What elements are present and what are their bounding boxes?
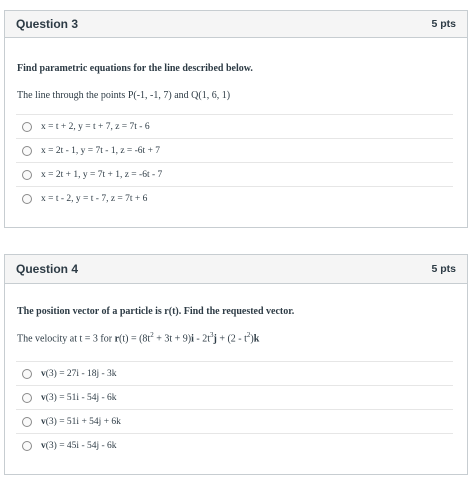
answer-option[interactable] bbox=[16, 186, 453, 210]
radio-button[interactable] bbox=[22, 122, 32, 132]
question-prompt bbox=[17, 331, 455, 344]
question-prompt: The line through the points P(-1, -1, 7) and Q(1, 6, 1) bbox=[17, 90, 231, 101]
vector-v: v bbox=[41, 368, 46, 379]
answer-label bbox=[41, 369, 117, 379]
vector-v: v bbox=[41, 416, 46, 427]
answer-value: (3) = 27i - 18j - 3k bbox=[45, 368, 117, 379]
question-4-body bbox=[5, 306, 467, 457]
vector-v: v bbox=[41, 440, 46, 451]
answer-option[interactable] bbox=[16, 385, 453, 409]
question-4-card bbox=[4, 254, 468, 475]
answer-label: x = 2t + 1, y = 7t + 1, z = -6t - 7 bbox=[41, 169, 163, 180]
answer-label: x = 2t - 1, y = 7t - 1, z = -6t + 7 bbox=[41, 145, 161, 156]
radio-button[interactable] bbox=[22, 417, 32, 427]
answer-option[interactable] bbox=[16, 138, 453, 162]
prompt-prefix: The velocity at t = 3 for bbox=[17, 333, 115, 345]
unit-vector-k: k bbox=[253, 333, 260, 345]
radio-button[interactable] bbox=[22, 369, 32, 379]
exponent: 2 bbox=[246, 331, 251, 339]
answer-value: (3) = 51i - 54j - 6k bbox=[45, 392, 117, 403]
question-instruction: The position vector of a particle is r(t). Find the requested vector. bbox=[17, 306, 295, 317]
vector-v: v bbox=[41, 392, 46, 403]
question-3-card bbox=[4, 10, 468, 228]
radio-button[interactable] bbox=[22, 441, 32, 451]
question-4-header bbox=[5, 255, 467, 284]
question-points: 5 pts bbox=[431, 18, 456, 30]
unit-vector-j: j bbox=[213, 333, 217, 345]
answer-list bbox=[16, 114, 453, 210]
question-3-header bbox=[5, 11, 467, 38]
prompt-part: - 2t bbox=[193, 333, 210, 345]
question-title: Question 3 bbox=[16, 17, 79, 31]
prompt-part: + 3t + 9) bbox=[153, 333, 192, 345]
answer-label bbox=[41, 417, 121, 427]
vector-r: r bbox=[114, 333, 120, 345]
answer-label: x = t + 2, y = t + 7, z = 7t - 6 bbox=[41, 121, 150, 132]
question-instruction: Find parametric equations for the line described below. bbox=[17, 63, 253, 74]
radio-button[interactable] bbox=[22, 393, 32, 403]
prompt-part: ) bbox=[250, 333, 254, 345]
answer-value: (3) = 51i + 54j + 6k bbox=[45, 416, 121, 427]
answer-list bbox=[16, 361, 453, 457]
radio-button[interactable] bbox=[22, 170, 32, 180]
unit-vector-i: i bbox=[191, 333, 194, 345]
radio-button[interactable] bbox=[22, 194, 32, 204]
prompt-part: (t) = (8t bbox=[119, 333, 151, 345]
question-points: 5 pts bbox=[431, 263, 456, 275]
exponent: 3 bbox=[209, 331, 214, 339]
exponent: 2 bbox=[150, 331, 154, 339]
question-title: Question 4 bbox=[16, 262, 79, 276]
question-3-body bbox=[5, 63, 467, 210]
answer-label bbox=[41, 393, 117, 403]
answer-option[interactable] bbox=[16, 433, 453, 457]
answer-value: (3) = 45i - 54j - 6k bbox=[45, 440, 117, 451]
prompt-part: + (2 - t bbox=[216, 333, 247, 345]
answer-label bbox=[41, 441, 117, 451]
answer-option[interactable] bbox=[16, 409, 453, 433]
answer-option[interactable] bbox=[16, 114, 453, 138]
answer-label: x = t - 2, y = t - 7, z = 7t + 6 bbox=[41, 193, 148, 204]
answer-option[interactable] bbox=[16, 361, 453, 385]
answer-option[interactable] bbox=[16, 162, 453, 186]
radio-button[interactable] bbox=[22, 146, 32, 156]
